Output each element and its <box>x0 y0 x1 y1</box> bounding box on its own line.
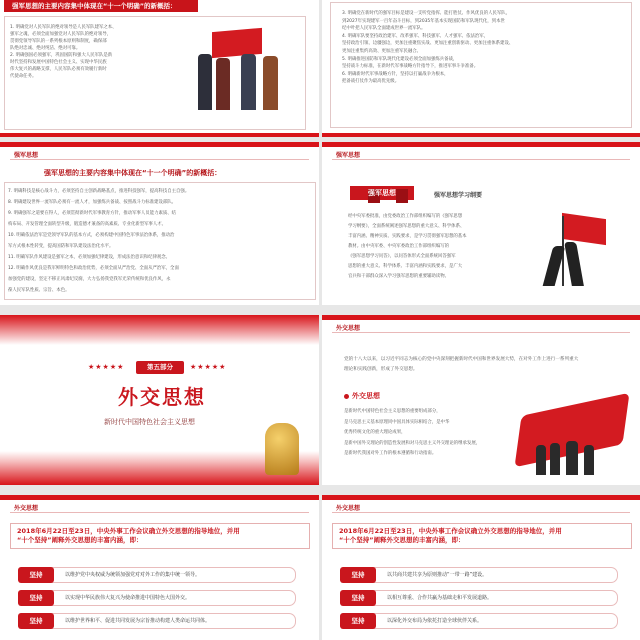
top-bar <box>0 495 319 500</box>
text-line: 纪中叶把人民军队全面建成世界一流军队。 <box>342 26 426 32</box>
text-line: 强军之魂，必须全面加强党对人民军队的绝对领导， <box>10 32 111 37</box>
top-bar <box>322 495 640 500</box>
text-line: 是新时代我国对外工作的根本遵循和行动指南。 <box>344 451 437 456</box>
part-subtitle: 新时代中国特色社会主义思想 <box>104 418 195 426</box>
person-figure <box>550 443 560 475</box>
text-line: 8. 明确建设世界一流军队必须有一流人才，加强练兵备战、按照战斗力标准建设部队。 <box>8 200 177 205</box>
text-line: 到2027年实现建军一百年奋斗目标，到2035年基本实现国防和军队现代化，到本世 <box>342 18 505 24</box>
quote-box <box>10 523 310 549</box>
slide-7[interactable] <box>0 495 319 640</box>
text-line: 构布局、开发管理全面转型升级，锻造德才兼备的高素质、专业化新型军事人才。 <box>8 222 167 227</box>
person-figure <box>216 58 230 110</box>
text-line: 贯彻党领导军队的一系列根本原则和制度，确保部 <box>10 39 107 44</box>
slide-text <box>342 10 628 86</box>
text-line: 《强军思想学习问答》，以问答体形式全面系统回答强军 <box>348 254 456 259</box>
list-item <box>18 590 296 606</box>
top-bar <box>0 142 319 147</box>
item-text: 以实现中华民族伟大复兴为使命推进中国特色大国外交。 <box>65 595 191 601</box>
section-tag: 外交思想 <box>336 325 361 332</box>
slide-1[interactable] <box>0 0 319 137</box>
text-line: 7. 明确科技是核心战斗力，必须坚持自主创新战略基点，推进科技强军，提高科技自主自强。 <box>8 189 190 194</box>
slide-6[interactable] <box>322 315 640 485</box>
section-heading: 外交思想 <box>344 391 380 401</box>
text-line: 11. 明确军队作风建设是强军之本，必须加强纪律建设，形成法治意识和纪律观念。 <box>8 255 171 260</box>
item-text: 以维护世界和平、促进共同发展为宗旨推动构建人类命运共同体。 <box>65 618 211 624</box>
part-label: 第五部分 <box>136 361 184 374</box>
quote-box <box>332 523 632 549</box>
item-text: 以相互尊重、合作共赢为基础走和平发展道路。 <box>387 595 493 601</box>
item-text: 以共商共建共享为原则推动“一带一路”建设。 <box>387 572 488 578</box>
text-line: 理论和实践创新，形成了外交思想。 <box>344 367 418 372</box>
text-line: 是新时代中国特色社会主义思想的重要组成部分， <box>344 409 441 414</box>
text-line: 党的十八大以来，以习近平同志为核心的党中央深刻把握新时代中国和世界发展大势，在对外工作上进行一系列重大 <box>344 357 579 362</box>
slide-2[interactable] <box>322 0 640 137</box>
pill-label: 坚持 <box>18 613 54 629</box>
person-figure <box>536 445 546 475</box>
part-title: 外交思想 <box>118 385 206 409</box>
pill-label: 坚持 <box>18 590 54 606</box>
pill-label: 坚持 <box>340 590 376 606</box>
text-line: 5. 明确推进国防和军队现代化建设必须全面加强练兵备战， <box>342 56 458 62</box>
text-line: 伟大复兴的战略支撑，人民军队必须有效履行新时 <box>10 67 107 72</box>
text-line: 是新中国外交理论的创造性发展和对马克思主义外交理论的继承发展， <box>344 440 481 446</box>
text-line: 思想的重大意义、科学体系、丰富内涵和实践要求，是广大 <box>348 264 463 269</box>
quote-line: 2018年6月22日至23日，中央外事工作会议确立外交思想的指导地位，并用 <box>17 527 240 535</box>
text-line: 4. 明确军队要坚持政治建军、改革强军、科技强军、人才强军、依法治军， <box>342 33 489 39</box>
divider <box>10 512 309 513</box>
text-line: 1. 明确党对人民军队的绝对领导是人民军队建军之本、 <box>10 25 117 30</box>
text-line: 是马克思主义基本原理同中国具体实际相结合，是中华 <box>344 419 450 425</box>
text-line: 官兵和干部群众深入学习强军思想的重要辅助读物。 <box>348 274 449 279</box>
section-tag: 外交思想 <box>336 505 361 512</box>
flag-icon <box>212 28 262 58</box>
pill-label: 坚持 <box>340 567 376 583</box>
text-line: 葆人民军队性质、宗旨、本色。 <box>8 288 70 293</box>
pill-label: 坚持 <box>340 613 376 629</box>
lion-statue-icon <box>265 423 299 475</box>
list-item <box>18 613 296 629</box>
text-line: 12. 明确作风优良是我军鲜明特色和政治优势，必须全面从严治党、全面从严治军，全面 <box>8 266 179 271</box>
stars-right: ★★★★★ <box>190 363 227 371</box>
divider <box>10 159 309 160</box>
section-tag: 强军思想 <box>14 152 39 159</box>
slide-text <box>348 212 518 282</box>
text-line: 9. 明确强军之道要在得人，必须贯彻新时代军事教育方针，推动军事人员能力素质、结 <box>8 211 177 216</box>
text-line: 更加注重集约高效、更加注重军民融合。 <box>342 48 422 54</box>
text-line: 3. 明确党在新时代的强军目标是建设一支听党指挥、能打胜仗、作风优良的人民军队， <box>342 11 511 16</box>
person-figure <box>566 441 578 475</box>
text-line: 教材。由中央军委、中央军委政治工作部组织编写的 <box>348 244 449 249</box>
intro-text <box>344 355 628 375</box>
slide-subtitle: 强军思想学习纲要 <box>434 192 483 199</box>
divider <box>332 332 630 333</box>
slide-text <box>344 407 504 460</box>
soldier-figure <box>564 242 584 286</box>
text-line: 时代坚持和发展中国特色社会主义、实现中华民族 <box>10 60 107 65</box>
slide-text <box>8 186 310 296</box>
text-line: 丰富内涵、精神实质、实践要求，是学习贯彻强军思想的基本 <box>348 234 467 239</box>
slide-3[interactable] <box>0 142 319 305</box>
person-figure <box>241 54 256 110</box>
slide-8[interactable] <box>322 495 640 640</box>
text-line: 把备战打仗作为最高优先级。 <box>342 79 400 85</box>
text-line: 经中央军委批准，由党委政治工作部组织编写的《强军思想 <box>348 214 463 219</box>
divider <box>332 159 630 160</box>
list-item <box>18 567 296 583</box>
text-line: 军方式根本性转变，提高国防和军队建设法治化水平。 <box>8 244 114 249</box>
section-tag: 强军思想 <box>336 152 361 159</box>
slide-header: 强军思想的主要内容集中体现在“十一个明确”的新概括： <box>4 0 198 12</box>
section-tag: 外交思想 <box>14 505 39 512</box>
bottom-bar <box>322 133 640 137</box>
list-item <box>340 567 618 583</box>
person-figure <box>584 445 594 475</box>
text-line: 队绝对忠诚、绝对纯洁、绝对可靠。 <box>10 46 81 51</box>
stars-left: ★★★★★ <box>88 363 125 371</box>
item-text: 以维护党中央权威为统领加强党对对外工作的集中统一领导。 <box>65 572 201 578</box>
slide-title: 强军思想的主要内容集中体现在“十一个明确”的新概括： <box>44 169 222 177</box>
text-line: 代使命任务。 <box>10 74 37 79</box>
slide-4[interactable] <box>322 142 640 305</box>
text-line: 2. 明确强国必须强军，巩固国防和强大人民军队是新 <box>10 53 113 58</box>
list-item <box>340 590 618 606</box>
text-line: 坚持战斗力标准，在新时代军事战略方针指导下，推进军事斗争准备。 <box>342 64 479 70</box>
text-line: 加强党的建设，坚定不移正风肃纪反腐，大力弘扬我党我军光荣传统和优良作风，永 <box>8 277 171 282</box>
person-figure <box>263 56 278 110</box>
text-line: 6. 明确新时代军事战略方针，坚持以打赢战争为根本， <box>342 71 449 77</box>
list-item <box>340 613 618 629</box>
top-bar <box>322 315 640 320</box>
flag-icon <box>562 213 606 245</box>
text-line: 学习纲要》，全面系统阐述强军思想的重大意义、科学体系、 <box>348 224 465 229</box>
pill-label: 坚持 <box>18 567 54 583</box>
top-bar <box>322 142 640 147</box>
ribbon-title: 强军思想 <box>350 186 414 200</box>
top-gradient <box>0 315 319 345</box>
quote-line: “十个坚持”阐释外交思想的丰富内涵，即： <box>17 536 143 544</box>
bottom-bar <box>0 133 319 137</box>
divider <box>332 512 630 513</box>
person-figure <box>198 54 212 110</box>
text-line: 坚持政治引领、边疆强边，更加注重聚焦实战、更加注重创新驱动、更加注重体系建设、 <box>342 41 514 47</box>
text-line: 优秀传统文化的重大理论成果， <box>344 430 406 435</box>
quote-line: 2018年6月22日至23日，中央外事工作会议确立外交思想的指导地位，并用 <box>339 527 562 535</box>
quote-line: “十个坚持”阐释外交思想的丰富内涵，即： <box>339 536 465 544</box>
text-line: 10. 明确依法治军是党领导军队的基本方式，必须构建中国特色军事法治体系，推动治 <box>8 233 175 238</box>
slide-5[interactable] <box>0 315 319 485</box>
slide-text <box>10 24 190 80</box>
item-text: 以深化外交布局为依托打造全球伙伴关系。 <box>387 618 483 624</box>
